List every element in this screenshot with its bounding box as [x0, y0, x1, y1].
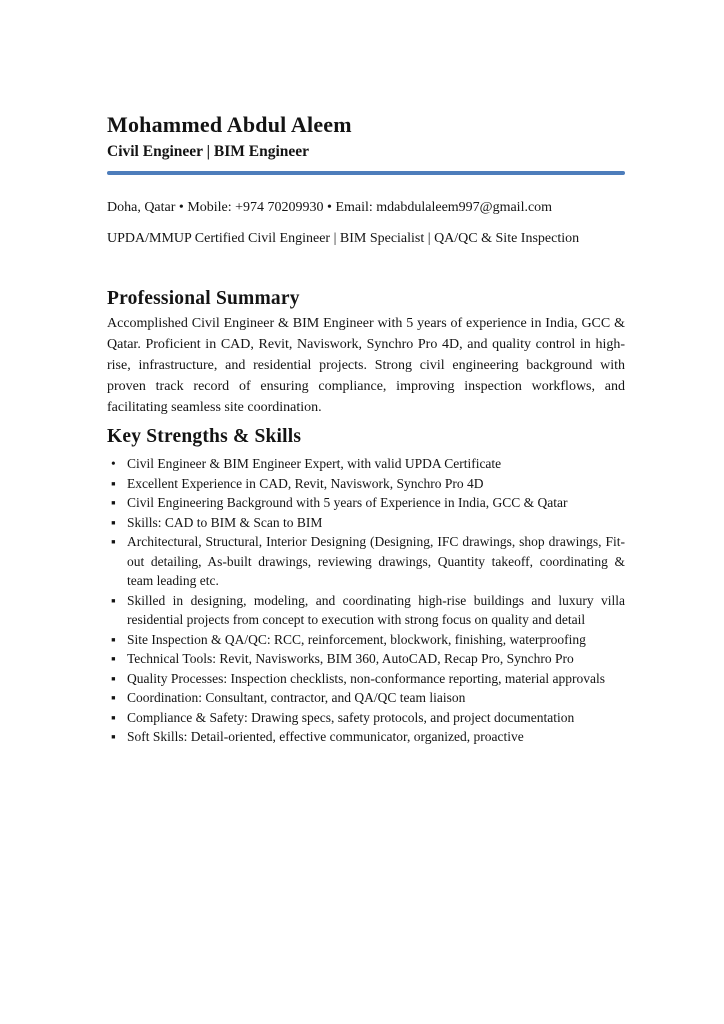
skill-item [107, 532, 625, 591]
skill-text: Excellent Experience in CAD, Revit, Naviswork, Synchro Pro 4D [127, 475, 484, 491]
bullet-icon: ▪ [111, 651, 116, 666]
skill-item [107, 669, 625, 689]
bullet-icon: • [111, 456, 116, 471]
certification-line: UPDA/MMUP Certified Civil Engineer | BIM Specialist | QA/QC & Site Inspection [107, 231, 580, 246]
skill-item [107, 493, 625, 513]
skill-text: Soft Skills: Detail-oriented, effective communicator, organized, proactive [127, 729, 524, 744]
bullet-icon: ▪ [111, 475, 116, 491]
skill-text: Compliance & Safety: Drawing specs, safety protocols, and project documentation [127, 709, 575, 725]
skills-heading: Key Strengths & Skills [107, 426, 302, 447]
skill-text: Quality Processes: Inspection checklists, non-conformance reporting, material approvals [127, 670, 605, 686]
header-rule [107, 171, 625, 175]
bullet-icon: ▪ [111, 631, 116, 647]
summary-text: Accomplished Civil Engineer & BIM Engineer with 5 years of experience in India, GCC & Qatar. Proficient in CAD, Revit, Naviswork, Synchro Pro 4D, and quality control in high-rise, infrastructure, and residential projects. Strong civil engineering background with proven track record of ensuring compliance, improving inspection workflows, and facilitating seamless site coordination. [107, 316, 625, 415]
skill-item [107, 474, 625, 494]
skill-item [107, 688, 625, 708]
skill-text: Civil Engineering Background with 5 years of Experience in India, GCC & Qatar [127, 495, 568, 510]
skill-item [107, 727, 625, 747]
skill-item [107, 591, 625, 630]
bullet-icon: ▪ [111, 495, 116, 510]
skill-item [107, 630, 625, 650]
bullet-icon: ▪ [111, 592, 116, 608]
skill-text: Coordination: Consultant, contractor, and QA/QC team liaison [127, 690, 466, 705]
resume-title: Civil Engineer | BIM Engineer [107, 143, 310, 160]
contact-line: Doha, Qatar • Mobile: +974 70209930 • Email: mdabdulaleem997@gmail.com [107, 200, 553, 215]
bullet-icon: ▪ [111, 670, 116, 686]
summary-heading: Professional Summary [107, 288, 300, 309]
skill-item [107, 708, 625, 728]
skill-text: Site Inspection & QA/QC: RCC, reinforcement, blockwork, finishing, waterproofing [127, 631, 586, 647]
skill-item [107, 649, 625, 669]
skill-text: Skills: CAD to BIM & Scan to BIM [127, 514, 323, 530]
skill-text: Architectural, Structural, Interior Designing (Designing, IFC drawings, shop drawings, Fit-out detailing, As-built drawings, reviewing drawings, Quantity takeoff, coordinating & team leading etc. [127, 534, 625, 588]
skill-item [107, 513, 625, 533]
skill-item [107, 454, 625, 474]
skills-list [107, 454, 625, 747]
bullet-icon: ▪ [111, 729, 116, 744]
skill-text: Technical Tools: Revit, Navisworks, BIM 360, AutoCAD, Recap Pro, Synchro Pro [127, 651, 574, 666]
skill-text: Civil Engineer & BIM Engineer Expert, with valid UPDA Certificate [127, 456, 502, 471]
resume-name: Mohammed Abdul Aleem [107, 112, 352, 137]
bullet-icon: ▪ [111, 709, 116, 725]
bullet-icon: ▪ [111, 690, 116, 705]
bullet-icon: ▪ [111, 514, 116, 530]
skill-text: Skilled in designing, modeling, and coordinating high-rise buildings and luxury villa residential projects from concept to execution with strong focus on quality and detail [127, 592, 625, 627]
bullet-icon: ▪ [111, 534, 116, 549]
